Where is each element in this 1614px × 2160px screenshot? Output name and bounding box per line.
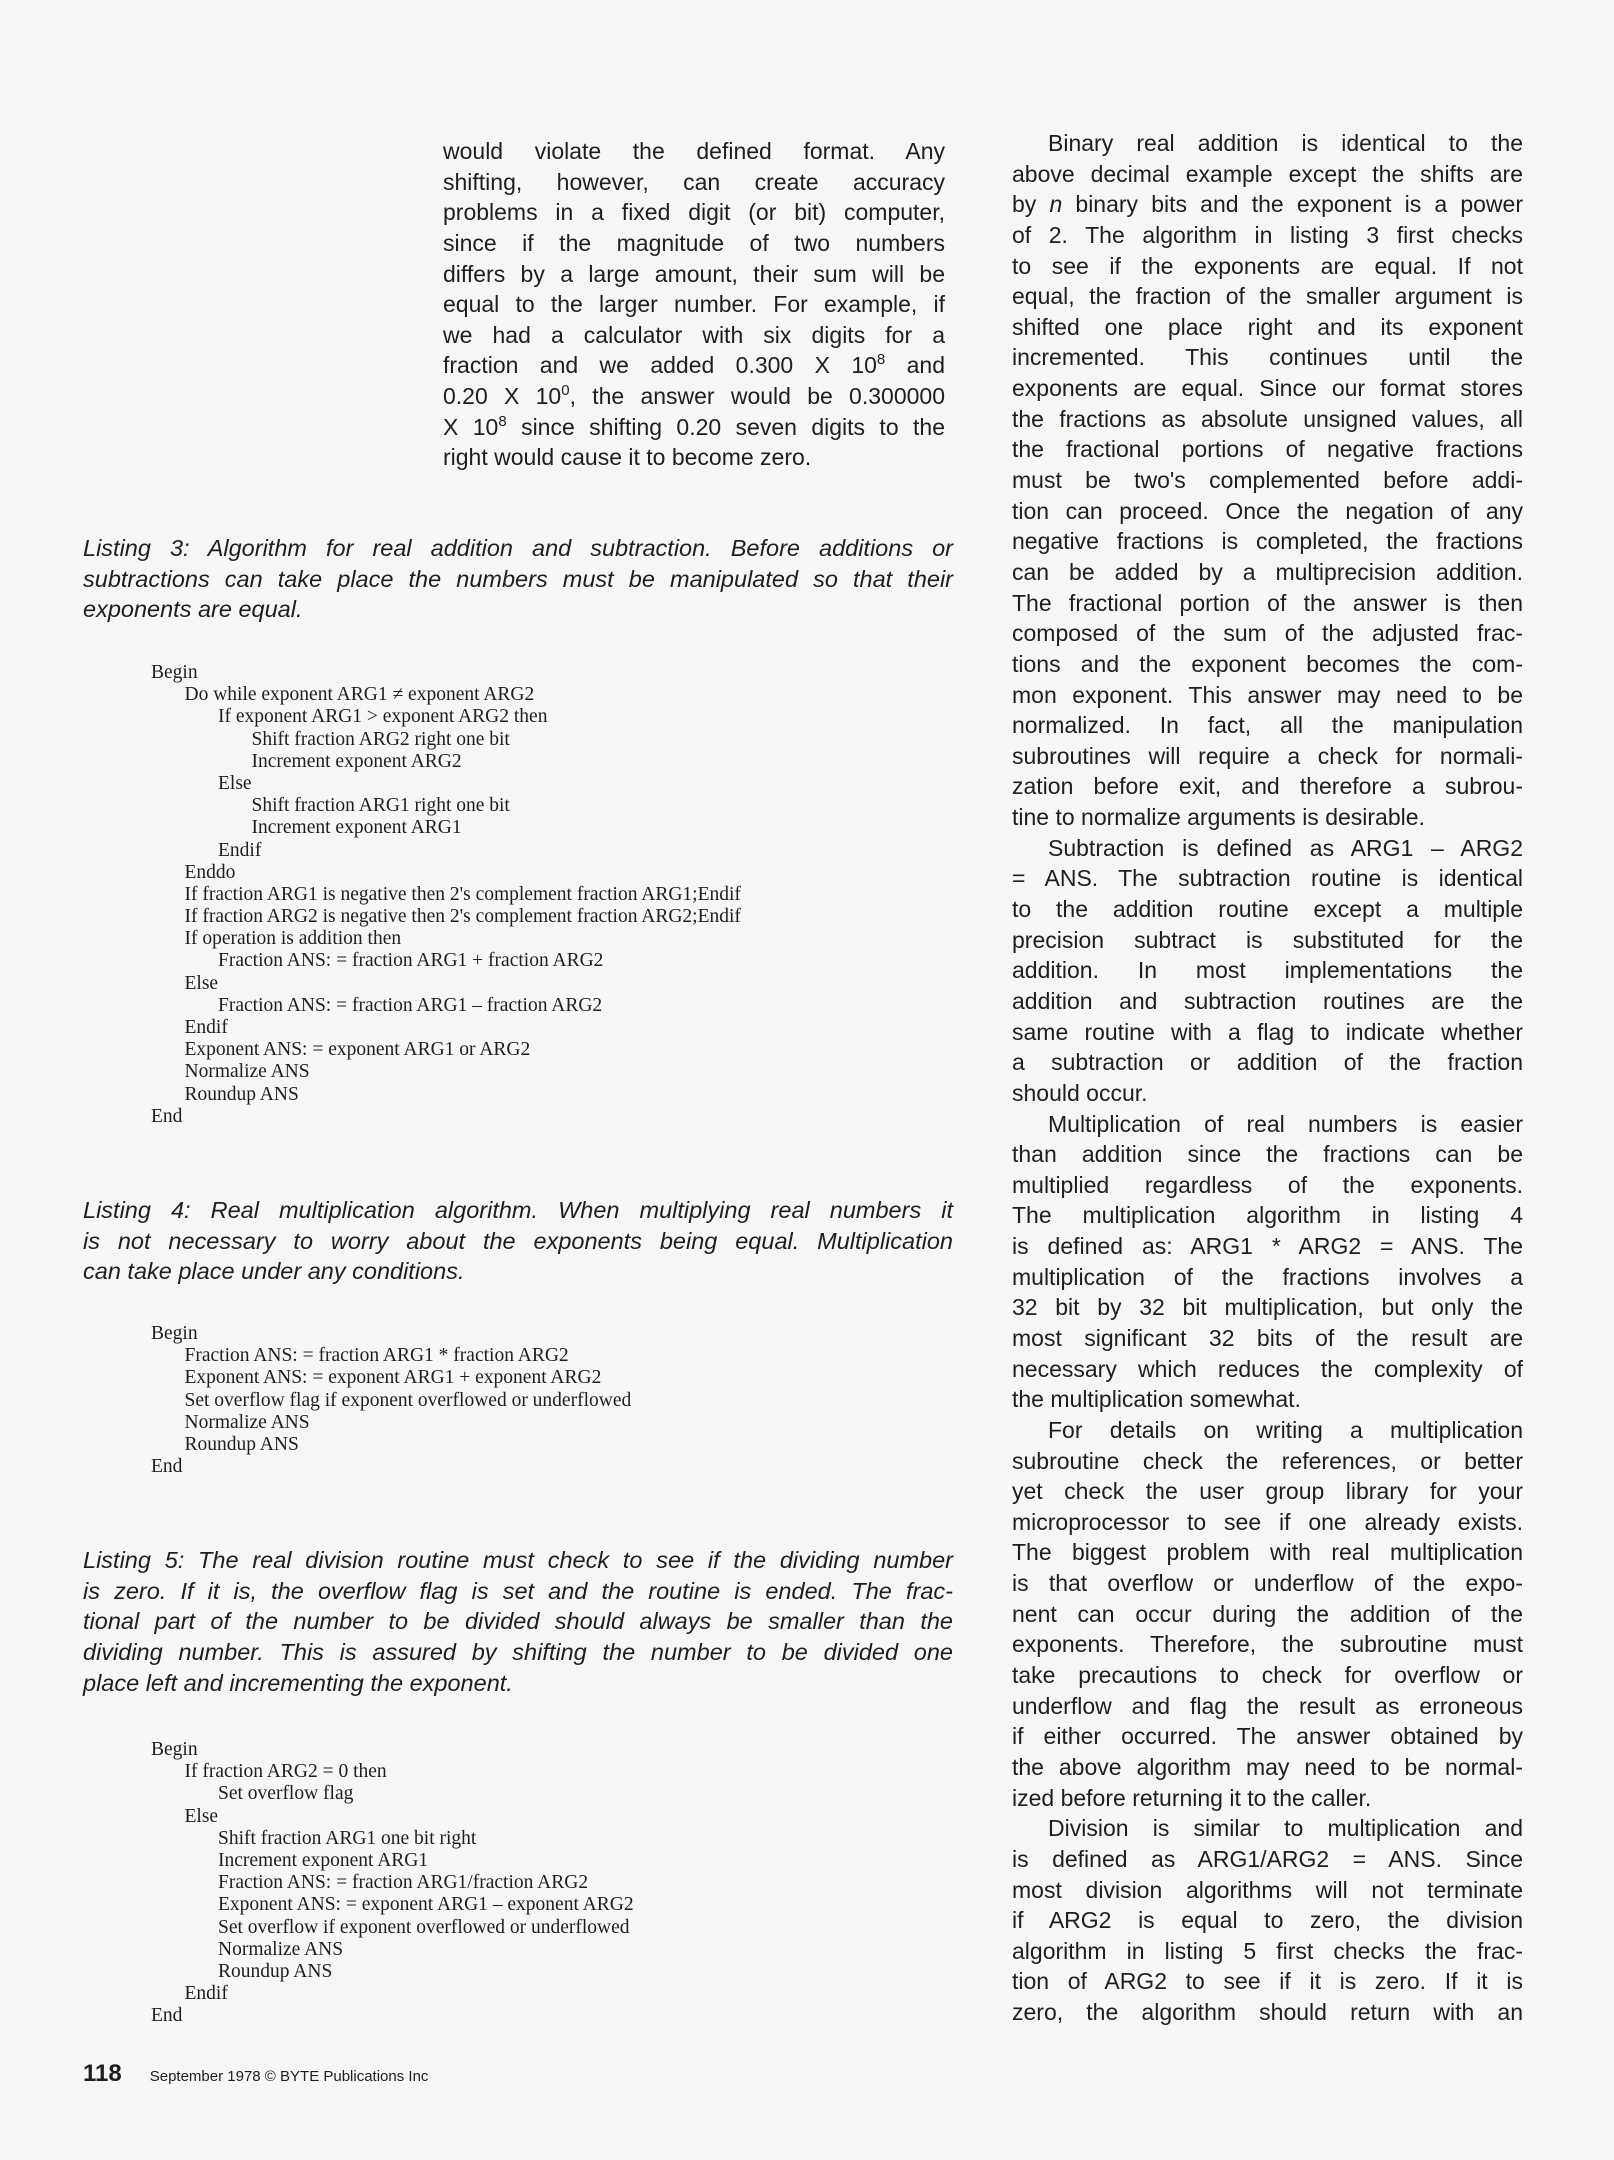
code-line: End bbox=[151, 1105, 183, 1127]
page-footer bbox=[83, 2060, 428, 2088]
code-line: Roundup ANS bbox=[218, 1960, 333, 1982]
intro-paragraph-continued bbox=[443, 136, 945, 473]
text-line: is defined as: ARG1 * ARG2 = ANS. The bbox=[1012, 1233, 1523, 1260]
paragraph bbox=[1012, 1813, 1523, 2027]
code-line: Endif bbox=[184, 1017, 228, 1038]
code-line: Increment exponent ARG2 bbox=[251, 750, 462, 772]
text-line: precision subtract is substituted for the bbox=[1012, 926, 1523, 953]
text-line: mon exponent. This answer may need to be bbox=[1012, 681, 1523, 708]
superscript: 0 bbox=[561, 382, 570, 400]
text-line bbox=[1012, 189, 1523, 220]
code-line: Exponent ANS: = exponent ARG1 – exponent ARG2 bbox=[218, 1894, 634, 1916]
text-line: problems in a fixed digit (or bit) computer, bbox=[443, 199, 945, 226]
text-line: should occur. bbox=[1012, 1079, 1148, 1106]
text-line: necessary which reduces the complexity of bbox=[1012, 1355, 1523, 1382]
text-line: differs by a large amount, their sum will be bbox=[443, 260, 945, 287]
listing-5-code bbox=[151, 1739, 634, 2027]
text-line: addition. In most implementations the bbox=[1012, 957, 1523, 984]
caption-line: Listing 4: Real multiplication algorithm. When multiplying real numbers it bbox=[83, 1197, 953, 1223]
caption-line: tional part of the number to be divided should always be smaller than the bbox=[83, 1608, 953, 1635]
text-line: normalized. In fact, all the manipulation bbox=[1012, 712, 1523, 739]
text-line: tion can proceed. Once the negation of any bbox=[1012, 497, 1523, 524]
listing-3-code bbox=[151, 662, 741, 1128]
text-line bbox=[443, 381, 945, 412]
code-line: Else bbox=[184, 972, 219, 994]
caption-line: exponents are equal. bbox=[83, 596, 303, 623]
text-segment: binary bits and the exponent is a power bbox=[1062, 191, 1523, 218]
code-line: Exponent ANS: = exponent ARG1 + exponent ARG2 bbox=[184, 1367, 602, 1389]
code-line: Set overflow if exponent overflowed or underflowed bbox=[218, 1916, 630, 1938]
text-line: is that overflow or underflow of the expo- bbox=[1012, 1570, 1523, 1597]
text-line: negative fractions is completed, the fractions bbox=[1012, 528, 1523, 555]
text-line: of 2. The algorithm in listing 3 first checks bbox=[1012, 221, 1523, 248]
text-line bbox=[443, 412, 945, 443]
text-line: ized before returning it to the caller. bbox=[1012, 1784, 1372, 1811]
text-line: most division algorithms will not terminate bbox=[1012, 1876, 1523, 1903]
text-line: shifting, however, can create accuracy bbox=[443, 168, 945, 195]
caption-line: dividing number. This is assured by shifting the number to be divided one bbox=[83, 1638, 953, 1665]
caption-line: is not necessary to worry about the exponents being equal. Multiplication bbox=[83, 1227, 953, 1254]
code-line: Fraction ANS: = fraction ARG1/fraction ARG2 bbox=[218, 1872, 589, 1894]
text-line: nent can occur during the addition of the bbox=[1012, 1600, 1523, 1627]
text-line: Subtraction is defined as ARG1 – ARG2 bbox=[1048, 834, 1523, 861]
right-column-text bbox=[1012, 128, 1523, 2028]
text-line: is defined as ARG1/ARG2 = ANS. Since bbox=[1012, 1845, 1523, 1872]
superscript: 8 bbox=[498, 412, 507, 430]
text-line: tion of ARG2 to see if it is zero. If it is bbox=[1012, 1968, 1523, 1995]
paragraph bbox=[1012, 1415, 1523, 1813]
caption-line: place left and incrementing the exponent. bbox=[83, 1669, 513, 1696]
listing-5-caption bbox=[83, 1545, 953, 1698]
code-line: End bbox=[151, 2005, 183, 2027]
page-number: 118 bbox=[83, 2060, 122, 2087]
text-line: subroutines will require a check for normali- bbox=[1012, 742, 1523, 769]
code-line: Begin bbox=[151, 1323, 198, 1344]
text-line: to see if the exponents are equal. If not bbox=[1012, 252, 1523, 279]
code-line: Enddo bbox=[184, 861, 236, 883]
text-line: The biggest problem with real multiplication bbox=[1012, 1539, 1523, 1566]
paragraph bbox=[1012, 1109, 1523, 1415]
text-line: zation before exit, and therefore a subrou- bbox=[1012, 773, 1523, 800]
text-line: the fractions as absolute unsigned values, all bbox=[1012, 405, 1523, 432]
caption-line: is zero. If it is, the overflow flag is set and the routine is ended. The frac- bbox=[83, 1577, 953, 1604]
code-line: Roundup ANS bbox=[184, 1433, 299, 1455]
caption-line: subtractions can take place the numbers must be manipulated so that their bbox=[83, 565, 953, 592]
text-line: yet check the user group library for your bbox=[1012, 1478, 1523, 1505]
text-line: zero, the algorithm should return with an bbox=[1012, 1999, 1523, 2026]
text-line: shifted one place right and its exponent bbox=[1012, 313, 1523, 340]
caption-line: Listing 5: The real division routine must check to see if the dividing number bbox=[83, 1547, 953, 1573]
code-line: Fraction ANS: = fraction ARG1 – fraction ARG2 bbox=[218, 994, 603, 1016]
text-line: can be added by a multiprecision addition. bbox=[1012, 558, 1523, 585]
text-line: composed of the sum of the adjusted frac- bbox=[1012, 620, 1523, 647]
text-line: = ANS. The subtraction routine is identical bbox=[1012, 865, 1523, 892]
text-line: underflow and flag the result as erroneous bbox=[1012, 1692, 1523, 1719]
code-line: If operation is addition then bbox=[184, 928, 402, 950]
code-line: Shift fraction ARG1 one bit right bbox=[218, 1827, 477, 1849]
text-line: tions and the exponent becomes the com- bbox=[1012, 650, 1523, 677]
listing-3-caption bbox=[83, 533, 953, 625]
code-line: Do while exponent ARG1 ≠ exponent ARG2 bbox=[184, 684, 535, 706]
code-line: Endif bbox=[184, 1983, 228, 2005]
text-segment: fraction and we added 0.300 X 10 bbox=[443, 352, 877, 379]
text-line: subroutine check the references, or better bbox=[1012, 1447, 1523, 1474]
text-line: addition and subtraction routines are the bbox=[1012, 987, 1523, 1014]
text-segment: X 10 bbox=[443, 413, 499, 440]
footer-credit: September 1978 © BYTE Publications Inc bbox=[149, 2068, 429, 2085]
text-line: must be two's complemented before addi- bbox=[1012, 467, 1523, 494]
superscript: 8 bbox=[876, 351, 886, 369]
code-line: Fraction ANS: = fraction ARG1 * fraction ARG2 bbox=[184, 1345, 569, 1367]
code-line: Normalize ANS bbox=[184, 1411, 310, 1433]
text-line: the multiplication somewhat. bbox=[1012, 1386, 1301, 1413]
text-line: the above algorithm may need to be normal- bbox=[1012, 1753, 1523, 1780]
caption-line: can take place under any conditions. bbox=[83, 1258, 465, 1285]
listing-4-code bbox=[151, 1323, 631, 1478]
text-segment: since shifting 0.20 seven digits to the bbox=[506, 413, 945, 440]
text-line: right would cause it to become zero. bbox=[443, 444, 812, 471]
text-line: tine to normalize arguments is desirable. bbox=[1012, 804, 1425, 831]
code-line: Else bbox=[218, 772, 252, 794]
paragraph bbox=[1012, 833, 1523, 1109]
text-segment: , the answer would be 0.300000 bbox=[569, 383, 945, 410]
code-line: If fraction ARG1 is negative then 2's complement fraction ARG1;Endif bbox=[184, 883, 741, 905]
text-line: exponents. Therefore, the subroutine must bbox=[1012, 1631, 1523, 1658]
code-line: Begin bbox=[151, 662, 198, 683]
code-line: Fraction ANS: = fraction ARG1 + fraction ARG2 bbox=[218, 950, 604, 972]
text-line: multiplied regardless of the exponents. bbox=[1012, 1171, 1523, 1198]
text-line: algorithm in listing 5 first checks the frac- bbox=[1012, 1937, 1523, 1964]
code-line: Endif bbox=[218, 839, 262, 861]
text-line: multiplication of the fractions involves a bbox=[1012, 1263, 1523, 1290]
text-line: same routine with a flag to indicate whether bbox=[1012, 1018, 1523, 1045]
code-line: Shift fraction ARG2 right one bit bbox=[251, 728, 510, 750]
text-line: equal to the larger number. For example, if bbox=[443, 291, 945, 318]
code-line: Normalize ANS bbox=[218, 1938, 344, 1960]
code-line: If fraction ARG2 = 0 then bbox=[184, 1761, 387, 1783]
text-line: incremented. This continues until the bbox=[1012, 344, 1523, 371]
text-line: The fractional portion of the answer is then bbox=[1012, 589, 1523, 616]
text-line: Division is similar to multiplication and bbox=[1048, 1815, 1523, 1842]
text-line: 32 bit by 32 bit multiplication, but only the bbox=[1012, 1294, 1523, 1321]
code-line: Begin bbox=[151, 1739, 198, 1760]
text-line: exponents are equal. Since our format stores bbox=[1012, 375, 1523, 402]
text-line: For details on writing a multiplication bbox=[1048, 1416, 1523, 1443]
text-line: Binary real addition is identical to the bbox=[1048, 130, 1523, 156]
text-segment: by bbox=[1012, 191, 1050, 218]
listing-4-caption bbox=[83, 1195, 953, 1287]
text-line: if either occurred. The answer obtained by bbox=[1012, 1723, 1523, 1750]
text-line: equal, the fraction of the smaller argument is bbox=[1012, 283, 1523, 310]
code-line: If fraction ARG2 is negative then 2's complement fraction ARG2;Endif bbox=[184, 906, 741, 928]
text-line: since if the magnitude of two numbers bbox=[443, 229, 945, 256]
text-segment: and bbox=[885, 352, 946, 379]
text-line: above decimal example except the shifts are bbox=[1012, 160, 1523, 187]
code-line: Set overflow flag if exponent overflowed or underflowed bbox=[184, 1389, 632, 1411]
text-line: Multiplication of real numbers is easier bbox=[1048, 1110, 1523, 1137]
code-line: Roundup ANS bbox=[184, 1083, 299, 1105]
code-line: Exponent ANS: = exponent ARG1 or ARG2 bbox=[184, 1039, 531, 1061]
text-line: would violate the defined format. Any bbox=[443, 138, 945, 164]
text-line: we had a calculator with six digits for a bbox=[443, 321, 945, 348]
italic-variable: n bbox=[1049, 191, 1063, 218]
text-line: microprocessor to see if one already exists. bbox=[1012, 1508, 1523, 1535]
text-line: a subtraction or addition of the fraction bbox=[1012, 1049, 1523, 1076]
code-line: If exponent ARG1 > exponent ARG2 then bbox=[218, 706, 548, 728]
text-line bbox=[443, 350, 945, 381]
code-line: End bbox=[151, 1456, 183, 1478]
caption-line: Listing 3: Algorithm for real addition and subtraction. Before additions or bbox=[83, 535, 953, 561]
code-line: Increment exponent ARG1 bbox=[218, 1849, 429, 1871]
text-line: than addition since the fractions can be bbox=[1012, 1141, 1523, 1168]
text-line: if ARG2 is equal to zero, the division bbox=[1012, 1907, 1523, 1934]
text-line: take precautions to check for overflow or bbox=[1012, 1662, 1523, 1689]
text-line: to the addition routine except a multiple bbox=[1012, 896, 1523, 923]
code-line: Normalize ANS bbox=[184, 1061, 310, 1083]
code-line: Else bbox=[184, 1805, 219, 1827]
paragraph bbox=[1012, 128, 1523, 833]
code-line: Increment exponent ARG1 bbox=[251, 817, 462, 839]
text-line: most significant 32 bits of the result are bbox=[1012, 1324, 1523, 1351]
code-line: Set overflow flag bbox=[218, 1783, 354, 1805]
text-line: the fractional portions of negative fractions bbox=[1012, 436, 1523, 463]
text-segment: 0.20 X 10 bbox=[443, 383, 562, 410]
text-line: The multiplication algorithm in listing 4 bbox=[1012, 1202, 1523, 1229]
code-line: Shift fraction ARG1 right one bit bbox=[251, 795, 510, 817]
